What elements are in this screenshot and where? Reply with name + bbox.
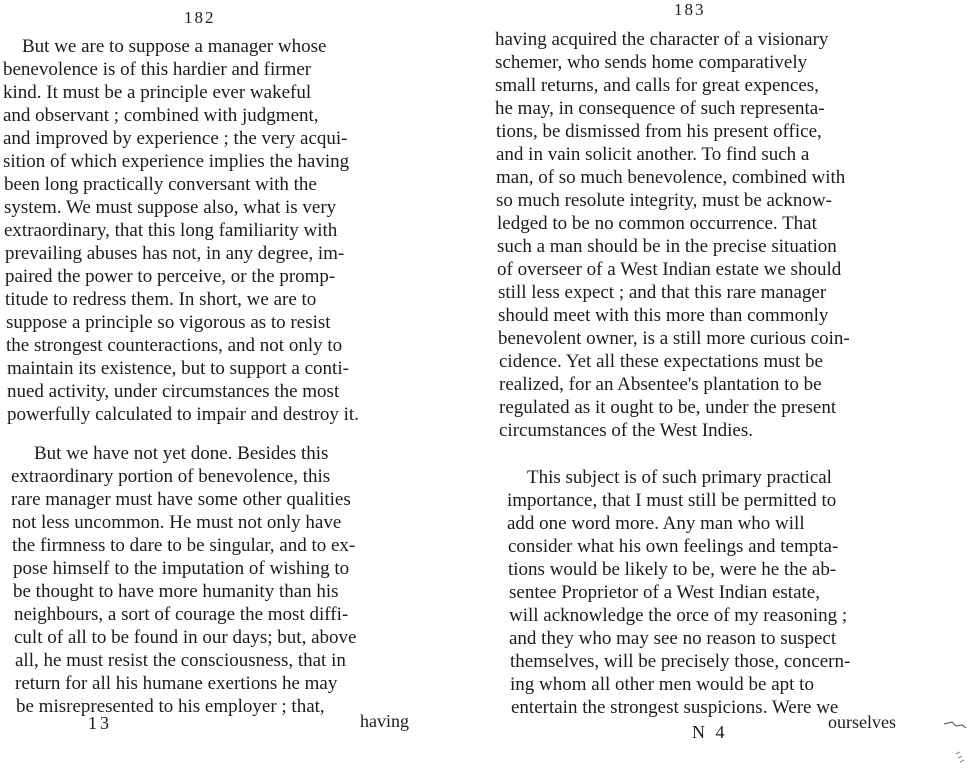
signature-mark: 13 [88, 713, 112, 733]
text-line: benevolent owner, is a still more curious coin- [498, 328, 850, 349]
text-line: the firmness to dare to be singular, and to ex- [12, 535, 356, 556]
catchword: having [360, 711, 409, 731]
text-line: prevailing abuses has not, in any degree, im- [5, 243, 345, 264]
text-line: and observant ; combined with judgment, [3, 105, 319, 126]
text-line: paired the power to perceive, or the promp- [5, 266, 336, 287]
text-line: such a man should be in the precise situation [497, 236, 837, 257]
text-line: powerfully calculated to impair and destroy it. [7, 404, 359, 425]
text-line: all, he must resist the consciousness, that in [15, 650, 346, 671]
text-line: so much resolute integrity, must be acknow- [496, 190, 832, 211]
text-line: regulated as it ought to be, under the present [499, 397, 837, 418]
text-line: will acknowledge the orce of my reasoning ; [509, 605, 848, 626]
text-line: importance, that I must still be permitted to [507, 490, 837, 511]
text-line: But we are to suppose a manager whose [22, 36, 327, 57]
text-line: pose himself to the imputation of wishing to [13, 558, 350, 579]
text-line: and in vain solicit another. To find such a [496, 144, 810, 165]
text-line: tions, be dismissed from his present office, [496, 121, 822, 142]
text-line: rare manager must have some other qualities [11, 489, 351, 510]
text-line: schemer, who sends home comparatively [495, 52, 808, 73]
text-line: small returns, and calls for great expences, [495, 75, 819, 96]
text-line: and they who may see no reason to suspect [509, 628, 837, 649]
text-line: be thought to have more humanity than his [13, 581, 339, 602]
text-line: the strongest counteractions, and not only to [6, 335, 343, 356]
text-line: of overseer of a West Indian estate we should [497, 259, 842, 280]
text-line: return for all his humane exertions he may [15, 673, 338, 694]
text-line: titude to redress them. In short, we are to [5, 289, 317, 310]
text-line: still less expect ; and that this rare manager [498, 282, 827, 303]
text-line: man, of so much benevolence, combined with [496, 167, 846, 188]
text-line: sition of which experience implies the having [3, 151, 350, 172]
text-line: having acquired the character of a visionary [495, 29, 829, 50]
text-line: cidence. Yet all these expectations must be [499, 351, 823, 372]
left-page [0, 0, 480, 782]
text-line: not less uncommon. He must not only have [12, 512, 342, 533]
text-line: tions would be likely to be, were he the ab- [508, 559, 837, 580]
right-page [492, 0, 980, 782]
text-line: and improved by experience ; the very acqui- [3, 128, 348, 149]
text-line: ledged to be no common occurrence. That [497, 213, 817, 234]
text-line: circumstances of the West Indies. [499, 420, 754, 441]
text-line: consider what his own feelings and tempta- [508, 536, 839, 557]
text-line: nued activity, under circumstances the most [7, 381, 340, 402]
text-line: sentee Proprietor of a West Indian estate, [509, 582, 820, 603]
text-line: entertain the strongest suspicions. Were we [511, 697, 839, 718]
text-line: he may, in consequence of such representa- [495, 98, 825, 119]
text-line: kind. It must be a principle ever wakeful [3, 82, 312, 103]
text-line: neighbours, a sort of courage the most diffi- [14, 604, 349, 625]
text-line: be misrepresented to his employer ; that, [16, 696, 325, 717]
text-line: extraordinary portion of benevolence, this [11, 466, 331, 487]
catchword: ourselves [828, 712, 896, 732]
text-line: cult of all to be found in our days; but, above [14, 627, 357, 648]
text-line: benevolence is of this hardier and firmer [3, 59, 312, 80]
text-line: This subject is of such primary practical [527, 467, 832, 488]
text-line: realized, for an Absentee's plantation to be [499, 374, 822, 395]
text-line: maintain its existence, but to support a conti- [7, 358, 349, 379]
text-line: But we have not yet done. Besides this [34, 443, 329, 464]
blemish-mark [942, 718, 972, 768]
text-line: add one word more. Any man who will [507, 513, 805, 534]
text-line: themselves, will be precisely those, concern- [510, 651, 851, 672]
page-number: 183 [674, 0, 706, 19]
text-line: ing whom all other men would be apt to [510, 674, 814, 695]
page-edge-blemish [942, 718, 972, 771]
page-number: 182 [184, 8, 216, 27]
text-line: should meet with this more than commonly [498, 305, 829, 326]
text-line: system. We must suppose also, what is very [4, 197, 337, 218]
text-line: been long practically conversant with the [4, 174, 317, 195]
signature-mark: N 4 [692, 722, 728, 742]
text-line: extraordinary, that this long familiarity with [4, 220, 338, 241]
text-line: suppose a principle so vigorous as to resist [6, 312, 331, 333]
